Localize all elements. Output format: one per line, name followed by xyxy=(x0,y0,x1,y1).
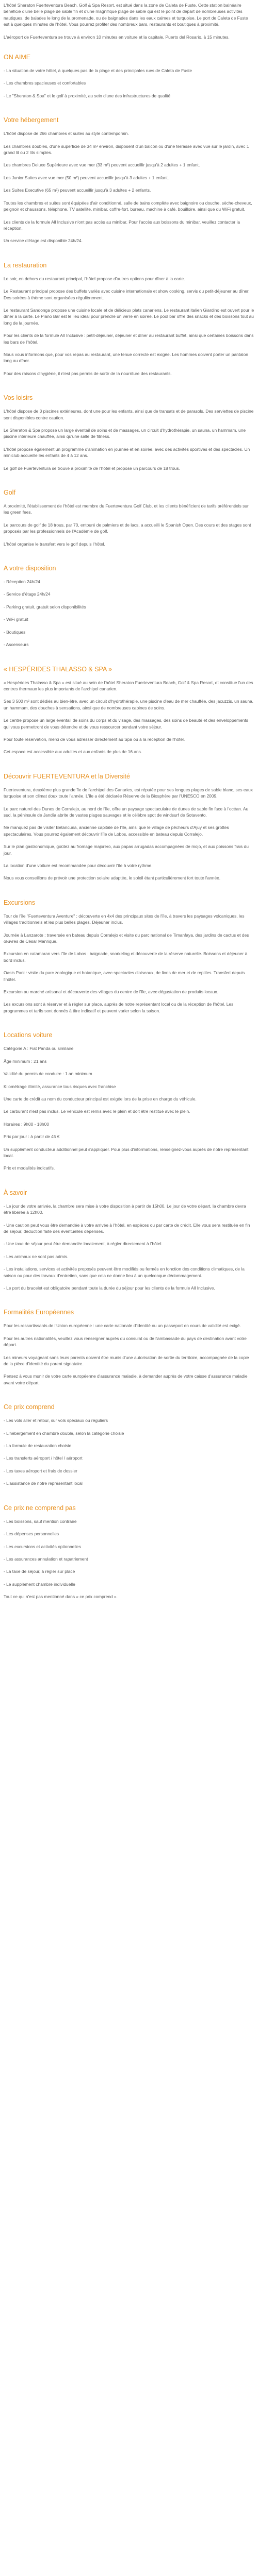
section-paragraph: - L'hébergement en chambre double, selon la catégorie choisie xyxy=(4,1430,124,1436)
section-paragraph: A proximité, l'établissement de l'hôtel est membre du Fuerteventura Golf Club, et les clients bénéficient de tarifs préférentiels sur les green fees. xyxy=(4,503,249,515)
section xyxy=(4,1309,254,1386)
section-title: Locations voiture xyxy=(4,1031,53,1039)
section-paragraph: - Parking gratuit, gratuit selon disponibilités xyxy=(4,604,86,609)
sections xyxy=(4,54,254,1600)
section-paragraph: Le soir, en dehors du restaurant principal, l'hôtel propose d'autres options pour dîner à la carte. xyxy=(4,276,185,281)
section-paragraph: Les chambres doubles, d'une superficie de 34 m² environ, disposent d'un balcon ou d'une terrasse avec vue sur le jardin, avec 1 grand lit ou 2 lits simples. xyxy=(4,143,249,156)
section-paragraph: Les clients de la formule All Inclusive n'ont pas accès au minibar. Pour l'accès aux boissons du minibar, veuillez contacter la réception. xyxy=(4,219,240,231)
section-paragraph: - Le "Sheraton & Spa" et le golf à proximité, au sein d'une des infrastructures de qualité xyxy=(4,93,171,98)
section-paragraph: Prix et modalités indicatifs. xyxy=(4,1165,55,1171)
section-paragraph: - Les installations, services et activités proposés peuvent être modifiés ou fermés en fonction des conditions climatiques, de la saison ou pour des travaux d'entretien, sans que cela ne donne lieu à un quelconque dédommagement. xyxy=(4,1266,245,1278)
section-paragraph: L'hôtel dispose de 3 piscines extérieures, dont une pour les enfants, ainsi que de transats et de parasols. Des serviettes de piscine sont disponibles contre caution. xyxy=(4,409,254,420)
section-paragraph: - Boutiques xyxy=(4,629,26,635)
section-paragraph: Pour les clients de la formule All Inclusive : petit-déjeuner, déjeuner et dîner au restaurant buffet, ainsi que certaines boissons dans les bars de l'hôtel. xyxy=(4,333,254,345)
section-paragraph: - Les excursions et activités optionnelles xyxy=(4,1544,81,1549)
section xyxy=(4,1189,254,1292)
section-title: Ce prix comprend xyxy=(4,1403,55,1411)
section-paragraph: L'hôtel organise le transfert vers le golf depuis l'hôtel. xyxy=(4,541,105,547)
section-paragraph: Fuerteventura, deuxième plus grande île de l'archipel des Canaries, est réputée pour ses longues plages de sable blanc, ses eaux turquoise et son climat doux toute l'année. L'île a été déclarée Réserve de la Biosphère par l'UNESCO en 2009. xyxy=(4,787,253,799)
section-paragraph: Ses 3 500 m² sont dédiés au bien-être, avec un circuit d'hydrothérapie, une piscine d'eau de mer chauffée, des jacuzzis, un sauna, un hammam, des douches à sensations, ainsi que de nombreuses cabines de soins. xyxy=(4,699,253,710)
section-paragraph: Le golf de Fuerteventura se trouve à proximité de l'hôtel et propose un parcours de 18 trous. xyxy=(4,465,180,471)
section xyxy=(4,262,254,377)
section-paragraph: Pensez à vous munir de votre carte européenne d'assurance maladie, à demander auprès de votre caisse d'assurance maladie avant votre départ. xyxy=(4,1374,248,1385)
section-title: Découvrir FUERTEVENTURA et la Diversité xyxy=(4,772,130,780)
section-title: Formalités Européennes xyxy=(4,1309,74,1316)
section-paragraph: - WiFi gratuit xyxy=(4,617,28,622)
section-paragraph: Validité du permis de conduire : 1 an minimum xyxy=(4,1071,92,1077)
section-paragraph: - Les dépenses personnelles xyxy=(4,1531,59,1537)
section-paragraph: - La formule de restauration choisie xyxy=(4,1443,72,1449)
section-paragraph: - Les vols aller et retour, sur vols spéciaux ou réguliers xyxy=(4,1418,108,1423)
section-paragraph: L'hôtel propose également un programme d'animation en journée et en soirée, avec des activités sportives et des spectacles. Un miniclub accueille les enfants de 4 à 12 ans. xyxy=(4,446,250,459)
section-paragraph: - Réception 24h/24 xyxy=(4,579,40,585)
section-paragraph: Les Suites Executive (65 m²) peuvent accueillir jusqu'à 3 adultes + 2 enfants. xyxy=(4,188,151,193)
section-paragraph: Kilométrage illimité, assurance tous risques avec franchise xyxy=(4,1083,116,1089)
section-paragraph: - L'assistance de notre représentant local xyxy=(4,1481,83,1486)
section xyxy=(4,1031,254,1171)
section-paragraph: - Le jour de votre arrivée, la chambre sera mise à votre disposition à partir de 15h00. Le jour de votre départ, la chambre devra être libérée à 12h00. xyxy=(4,1203,246,1215)
section-paragraph: - Le port du bracelet est obligatoire pendant toute la durée du séjour pour les clients de la formule All Inclusive. xyxy=(4,1285,215,1291)
section-paragraph: Un supplément conducteur additionnel peut s'appliquer. Pour plus d'informations, renseignez-vous auprès de notre représentant local. xyxy=(4,1146,249,1158)
section-paragraph: Tour de l'île "Fuerteventura Aventure" : découverte en 4x4 des principaux sites de l'île, à travers les paysages volcaniques, les villages traditionnels et les plus belles plages. Déjeuner inclus. xyxy=(4,913,245,925)
section xyxy=(4,666,254,755)
section xyxy=(4,116,254,244)
section-paragraph: La location d'une voiture est recommandée pour découvrir l'île à votre rythme. xyxy=(4,863,153,868)
section-paragraph: Le Restaurant principal propose des buffets variés avec cuisine internationale et show cooking, servis du petit-déjeuner au dîner. Des soirées à thème sont organisées régulièrement. xyxy=(4,289,250,300)
section-paragraph: Nous vous informons que, pour vos repas au restaurant, une tenue correcte est exigée. Les hommes doivent porter un pantalon long au dîner. xyxy=(4,351,248,364)
section-paragraph: Toutes les chambres et suites sont équipées d'air conditionné, salle de bains complète avec baignoire ou douche, sèche-cheveux, peignoir et chaussons, téléphone, TV satellite, minibar, coffre-fort, bureau, machine à café, bouilloire, ainsi que du WiFi gratuit. xyxy=(4,200,252,212)
section-paragraph: Les mineurs voyageant sans leurs parents doivent être munis d'une autorisation de sortie du territoire, accompagnée de la copie de la pièce d'identité du parent signataire. xyxy=(4,1354,249,1367)
section-paragraph: Une carte de crédit au nom du conducteur principal est exigée lors de la prise en charge du véhicule. xyxy=(4,1096,197,1101)
section xyxy=(4,899,254,1014)
section-paragraph: Les excursions sont à réserver et à régler sur place, auprès de notre représentant local ou de la réception de l'hôtel. Les programmes et tarifs sont donnés à titre indicatif et peuvent varier selon la saison. xyxy=(4,1002,234,1013)
section-title: A votre disposition xyxy=(4,565,56,572)
section-paragraph: Les chambres Deluxe Supérieure avec vue mer (33 m²) peuvent accueillir jusqu'à 2 adultes + 1 enfant. xyxy=(4,162,200,168)
section xyxy=(4,1403,254,1486)
section-paragraph: Le centre propose un large éventail de soins du corps et du visage, des massages, des soins de beauté et des enveloppements qui vous permettront de vous détendre et de vous ressourcer pendant votre séjour. xyxy=(4,718,248,730)
section-paragraph: - Les chambres spacieuses et confortables xyxy=(4,80,86,86)
section xyxy=(4,773,254,882)
section-paragraph: « Hespérides Thalasso & Spa » est situé au sein de l'hôtel Sheraton Fuerteventura Beach, Golf & Spa Resort, et constitue l'un des centres thermaux les plus importants de l'archipel canarien. xyxy=(4,680,253,691)
section-paragraph: Âge minimum : 21 ans xyxy=(4,1058,47,1064)
section-paragraph: Oasis Park : visite du parc zoologique et botanique, avec spectacles d'oiseaux, de lions de mer et de reptiles. Transfert depuis l'hôtel. xyxy=(4,970,245,982)
section-paragraph: Horaires : 9h00 - 18h00 xyxy=(4,1121,49,1127)
section-title: Ce prix ne comprend pas xyxy=(4,1504,76,1512)
section-paragraph: Le carburant n'est pas inclus. Le véhicule est remis avec le plein et doit être restitué avec le plein. xyxy=(4,1109,190,1114)
section-title: ON AIME xyxy=(4,54,31,61)
section xyxy=(4,1504,254,1600)
section-paragraph: Excursion au marché artisanal et découverte des villages du centre de l'île, avec dégustation de produits locaux. xyxy=(4,989,218,995)
intro-paragraph: L'aéroport de Fuerteventura se trouve à environ 10 minutes en voiture et la capitale, Puerto del Rosario, à 15 minutes. xyxy=(4,34,230,40)
section-paragraph: Nous vous conseillons de prévoir une protection solaire adaptée, le soleil étant particulièrement fort toute l'année. xyxy=(4,875,221,881)
section-paragraph: - Les animaux ne sont pas admis. xyxy=(4,1253,69,1259)
intro xyxy=(4,2,254,40)
section xyxy=(4,54,254,99)
section-paragraph: Le Sheraton & Spa propose un large éventail de soins et de massages, un circuit d'hydrothérapie, un sauna, un hammam, une piscine intérieure chauffée, ainsi qu'une salle de fitness. xyxy=(4,428,246,439)
section-paragraph: Journée à Lanzarote : traversée en bateau depuis Corralejo et visite du parc national de Timanfaya, des jardins de cactus et des œuvres de César Manrique. xyxy=(4,932,249,944)
section-paragraph: - Une taxe de séjour peut être demandée localement, à régler directement à l'hôtel. xyxy=(4,1241,163,1247)
section-paragraph: Le parcours de golf de 18 trous, par 70, entouré de palmiers et de lacs, a accueilli le Spanish Open. Des cours et des stages sont proposés par les professionnels de l'Académie de golf. xyxy=(4,522,251,534)
section-title: À savoir xyxy=(4,1189,27,1196)
section-paragraph: L'hôtel dispose de 266 chambres et suites au style contemporain. xyxy=(4,131,129,137)
section-paragraph: - Service d'étage 24h/24 xyxy=(4,591,51,597)
section-title: Golf xyxy=(4,489,15,497)
section-paragraph: - Les taxes aéroport et frais de dossier xyxy=(4,1468,77,1473)
section-paragraph: - Les boissons, sauf mention contraire xyxy=(4,1518,77,1524)
section-paragraph: - Une caution peut vous être demandée à votre arrivée à l'hôtel, en espèces ou par carte de crédit. Elle vous sera restituée en fin de séjour, déduction faite des éventuelles dépenses. xyxy=(4,1222,250,1234)
section-paragraph: Cet espace est accessible aux adultes et aux enfants de plus de 16 ans. xyxy=(4,749,142,755)
section-paragraph: Sur le plan gastronomique, goûtez au fromage majorero, aux papas arrugadas accompagnées de mojo, et aux poissons frais du jour. xyxy=(4,844,249,856)
section-paragraph: Pour les ressortissants de l'Union européenne : une carte nationale d'identité ou un passeport en cours de validité est exigé. xyxy=(4,1323,241,1329)
section-paragraph: Tout ce qui n'est pas mentionné dans « ce prix comprend ». xyxy=(4,1594,118,1600)
section-paragraph: - La situation de votre hôtel, à quelques pas de la plage et des principales rues de Caleta de Fuste xyxy=(4,68,192,74)
section-paragraph: Prix par jour : à partir de 45 € xyxy=(4,1134,60,1140)
section-paragraph: Le restaurant Sandonga propose une cuisine locale et de délicieux plats canariens. Le restaurant italien Giardino est ouvert pour le dîner à la carte. Le Piano Bar est le lieu idéal pour prendre un verre en soirée. Le pool bar offre des snacks et des boissons tout au long de la journée. xyxy=(4,307,254,326)
section-paragraph: Excursion en catamaran vers l'île de Lobos : baignade, snorkeling et découverte de la réserve naturelle. Boissons et déjeuner à bord inclus. xyxy=(4,951,248,963)
section-paragraph: - La taxe de séjour, à régler sur place xyxy=(4,1569,75,1574)
section-title: Votre hébergement xyxy=(4,116,59,124)
section-title: La restauration xyxy=(4,261,47,269)
section-paragraph: Catégorie A : Fiat Panda ou similaire xyxy=(4,1046,74,1052)
section-paragraph: - Ascenseurs xyxy=(4,642,29,648)
section-paragraph: Pour toute réservation, merci de vous adresser directement au Spa ou à la réception de l'hôtel. xyxy=(4,736,185,742)
section-title: « HESPÉRIDES THALASSO & SPA » xyxy=(4,665,112,673)
section-paragraph: Pour les autres nationalités, veuillez vous renseigner auprès du consulat ou de l'ambassade du pays de destination avant votre départ. xyxy=(4,1335,247,1348)
section-paragraph: Les Junior Suites avec vue mer (50 m²) peuvent accueillir jusqu'à 3 adultes + 1 enfant. xyxy=(4,175,169,180)
intro-paragraph: L'hôtel Sheraton Fuerteventura Beach, Golf & Spa Resort, est situé dans la zone de Caleta de Fuste. Cette station balnéaire bénéficie d'une belle plage de sable fin et d'une magnifique plage de sable qui est le point de départ de nombreuses activités nautiques, de balades le long de la promenade, ou de baignades dans les eaux calmes et turquoise. Le port de Caleta de Fuste est à quelques minutes de l'hôtel. Vous pourrez profiter des nombreux bars, restaurants et boutiques à proximité. xyxy=(4,3,248,27)
section-paragraph: Un service d'étage est disponible 24h/24. xyxy=(4,238,83,244)
section-paragraph: - Le supplément chambre individuelle xyxy=(4,1581,75,1587)
section xyxy=(4,394,254,471)
section-title: Excursions xyxy=(4,899,36,906)
section-paragraph: - Les transferts aéroport / hôtel / aéroport xyxy=(4,1455,83,1461)
section xyxy=(4,489,254,547)
section-paragraph: - Les assurances annulation et rapatriement xyxy=(4,1556,88,1562)
section-paragraph: Pour des raisons d'hygiène, il n'est pas permis de sortir de la nourriture des restaurants. xyxy=(4,370,172,376)
section xyxy=(4,565,254,648)
section-paragraph: Le parc naturel des Dunes de Corralejo, au nord de l'île, offre un paysage spectaculaire de dunes de sable fin face à l'océan. Au sud, la péninsule de Jandía abrite de vastes plages sauvages et le célèbre spot de windsurf de Sotavento. xyxy=(4,806,249,818)
section-title: Vos loisirs xyxy=(4,394,33,402)
section-paragraph: Ne manquez pas de visiter Betancuria, ancienne capitale de l'île, ainsi que le village de pêcheurs d'Ajuy et ses grottes spectaculaires. Vous pourrez également découvrir l'île de Lobos, accessible en bateau depuis Corralejo. xyxy=(4,825,229,837)
